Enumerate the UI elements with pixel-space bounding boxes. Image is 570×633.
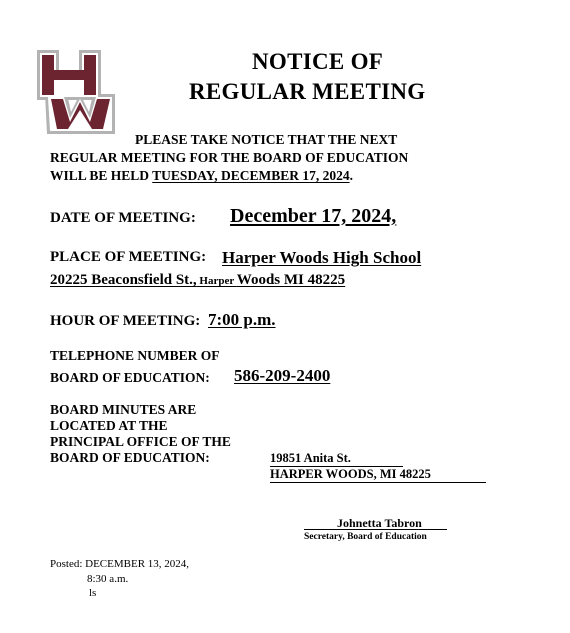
minutes-label-line-3: PRINCIPAL OFFICE OF THE xyxy=(50,434,231,449)
place-city-prefix: Harper xyxy=(196,275,237,287)
place-city: Woods MI 48225 xyxy=(236,272,346,288)
minutes-label-line-1: BOARD MINUTES ARE xyxy=(50,402,197,417)
posted-line-2: 8:30 a.m. xyxy=(87,573,129,585)
hour-value: 7:00 p.m. xyxy=(208,310,276,329)
title-line-1: NOTICE OF xyxy=(252,49,384,74)
minutes-label-line-2: LOCATED AT THE xyxy=(50,418,168,433)
telephone-value: 586-209-2400 xyxy=(234,366,331,385)
date-label: DATE OF MEETING: xyxy=(50,210,196,226)
minutes-label-line-4: BOARD OF EDUCATION: xyxy=(50,450,210,465)
telephone-label-line-1: TELEPHONE NUMBER OF xyxy=(50,348,220,363)
meeting-date-highlight: TUESDAY, DECEMBER 17, 2024 xyxy=(152,168,350,183)
notice-line-1: PLEASE TAKE NOTICE THAT THE NEXT xyxy=(135,132,398,147)
place-school: Harper Woods High School xyxy=(222,248,422,267)
minutes-address-underline-2 xyxy=(270,468,486,483)
place-label: PLACE OF MEETING: xyxy=(50,249,207,265)
posted-line-3: ls xyxy=(89,587,97,599)
place-street: 20225 Beaconsfield St., xyxy=(50,272,197,288)
notice-line-3 xyxy=(50,168,353,184)
telephone-label-line-2: BOARD OF EDUCATION: xyxy=(50,370,210,385)
title-line-2: REGULAR MEETING xyxy=(189,79,426,104)
harper-woods-logo xyxy=(37,48,123,134)
notice-line-3-suffix: . xyxy=(349,168,353,183)
date-value: December 17, 2024, xyxy=(230,205,397,227)
notice-line-2: REGULAR MEETING FOR THE BOARD OF EDUCATION xyxy=(50,150,409,165)
minutes-address-line-1: 19851 Anita St. xyxy=(270,451,351,465)
signature-line xyxy=(304,516,447,530)
signature-title: Secretary, Board of Education xyxy=(304,532,427,542)
posted-line-1: Posted: DECEMBER 13, 2024, xyxy=(50,558,190,570)
minutes-address-line-2: HARPER WOODS, MI 48225 xyxy=(270,467,431,481)
place-address xyxy=(50,271,345,289)
notice-line-3-prefix: WILL BE HELD xyxy=(50,168,153,183)
signature-name: Johnetta Tabron xyxy=(337,516,422,530)
minutes-address-underline-1 xyxy=(270,452,403,467)
hour-label: HOUR OF MEETING: xyxy=(50,313,201,329)
